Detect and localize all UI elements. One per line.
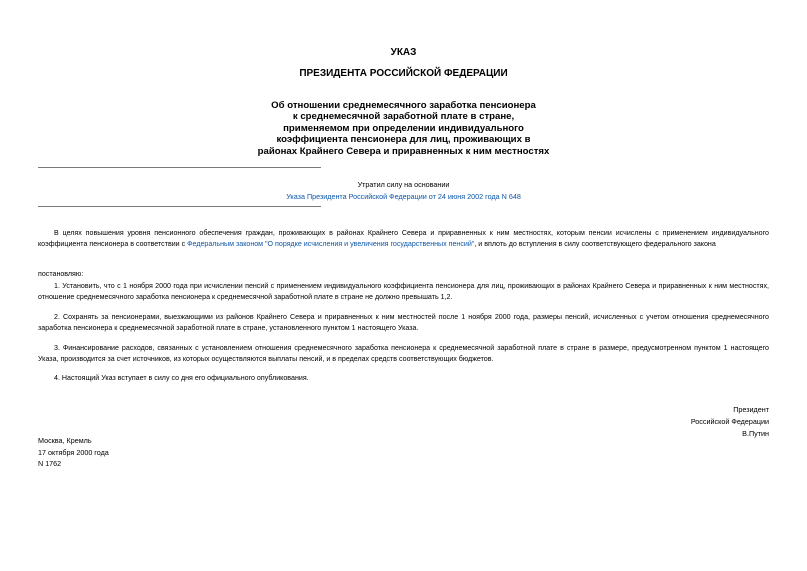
subject-line: коэффициента пенсионера для лиц, проживающих в: [276, 134, 531, 146]
item-2: [38, 312, 769, 334]
intro-line: [38, 239, 769, 250]
item-line: отношение среднемесячного заработка пенсионера к среднемесячной заработной плате в стране не должно превышать 1,2.: [38, 293, 453, 301]
decree-word: постановляю:: [38, 270, 84, 278]
item-line: 1. Установить, что с 1 ноября 2000 года при исчислении пенсий с применением индивидуального коэффициента пенсионера для лиц, проживающих в районах Крайнего Севера и приравненных к ним местностях,: [54, 282, 769, 290]
item-4: [38, 373, 769, 384]
doc-number: N 1762: [38, 459, 62, 468]
doc-type-title: УКАЗ: [390, 47, 417, 58]
item-1: [38, 281, 769, 303]
doc-issuer: ПРЕЗИДЕНТА РОССИЙСКОЙ ФЕДЕРАЦИИ: [299, 68, 508, 79]
doc-subject: [0, 100, 807, 157]
signature-line: Президент: [733, 405, 769, 414]
subject-line: районах Крайнего Севера и приравненных к ним местностях: [257, 145, 550, 157]
federal-law-link[interactable]: Федеральным законом "О порядке исчисления и увеличения государственных пенсий": [187, 240, 475, 248]
subject-line: применяемом при определении индивидуального: [283, 122, 524, 134]
lost-force-link-row: [38, 191, 769, 202]
item-line: заработка пенсионера к среднемесячной заработной плате в стране, установленного пунктом 1 настоящего Указа.: [38, 324, 419, 332]
item-3: [38, 343, 769, 365]
signature-block: [691, 404, 769, 440]
top-divider: [38, 167, 321, 168]
item-line: Указа, производится за счет источников, из которых осуществляются выплаты пенсий, и в пределах средств соответствующих бюджетов.: [38, 355, 494, 363]
intro-text: коэффициента пенсионера в соответствии с: [38, 240, 188, 248]
item-line: 2. Сохранять за пенсионерами, выезжающими из районов Крайнего Севера и приравненных к ним местностей после 1 ноября 2000 года, размеры пенсий, исчисленных с учетом отношения среднемесячного: [54, 313, 769, 321]
place: Москва, Кремль: [38, 436, 92, 445]
intro-paragraph: [38, 228, 769, 250]
signature-line: Российской Федерации: [690, 417, 769, 426]
intro-line: В целях повышения уровня пенсионного обеспечения граждан, проживающих в районах Крайнего Севера и приравненных к ним местностях, которым пенсии исчислены с применением индивидуального: [54, 229, 769, 237]
date: 17 октября 2000 года: [38, 447, 109, 457]
item-line: 4. Настоящий Указ вступает в силу со дня его официального опубликования.: [54, 374, 309, 382]
bottom-divider: [38, 206, 321, 207]
subject-line: к среднемесячной заработной плате в стране,: [292, 111, 515, 123]
lost-force-note: Утратил силу на основании: [357, 180, 450, 189]
place-date-block: [38, 435, 109, 470]
item-line: 3. Финансирование расходов, связанных с установлением отношения среднемесячного заработка пенсионера к среднемесячной заработной плате в стране в размере, предусмотренном пунктом 1 настоящего: [54, 344, 769, 352]
subject-line: Об отношении среднемесячного заработка пенсионера: [271, 100, 536, 111]
signature-name: В.Путин: [742, 429, 769, 438]
intro-text: , и вплоть до вступления в силу соответствующего федерального закона: [474, 240, 716, 248]
lost-force-link[interactable]: Указа Президента Российской Федерации от 24 июня 2002 года N 648: [286, 192, 521, 201]
